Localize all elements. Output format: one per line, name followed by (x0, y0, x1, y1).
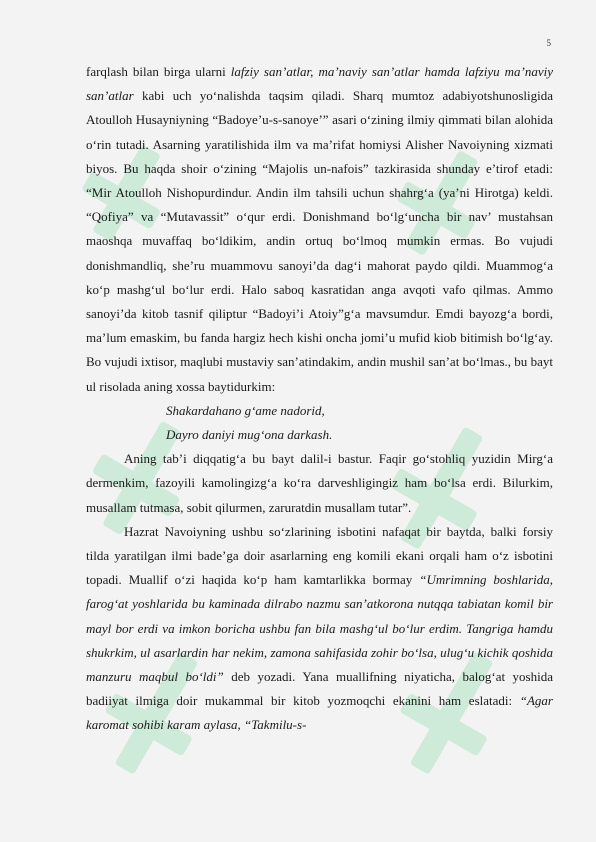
paragraph-1 (86, 60, 553, 399)
paragraph-1-text-2: kabi uch yo‘nalishda taqsim qiladi. Sharq mumtoz adabiyotshunosligida Atoulloh Husayniyning “Badoye’u-s-sanoye’” asari o‘zining ilmiy qimmati bilan alohida o‘rin tutadi. Asarning yaratilishida ilm va ma’rifat homiysi Alisher Navoiyning xizmati biyos. Bu haqda shoir o‘zining “Majolis un-nafois” tazkirasida shunday e’tirof etadi: “Mir Atoulloh Nishopurdindur. Andin ilm tahsili uchun shahrg‘a (ya’ni Hirotga) keldi. “Qofiya” va “Mutavassit” o‘qur erdi. Donishmand bo‘lg‘uncha bir nav’ mustahsan maoshqa muvaffaq bo‘ldikim, andin ortuq bo‘lmoq mumkin ermas. Bo vujudi donishmandliq, she’ru muammovu sanoyi’da dag‘i mahorat paydo qildi. Muammog‘a ko‘p mashg‘ul bo‘lur erdi. Halo saboq kasratidan anga avqoti vafo qilmas. Ammo sanoyi’da kitob tasnif qiliptur “Badoyi’i Atoiy”g‘a mavsumdur. Emdi bayozg‘a bordi, ma’lum emaskim, bu fanda hargiz hech kishi oncha jomi’u mufid kiob bitimish bo‘lg‘ay. Bo vujudi ixtisor, maqlubi mustaviy san’atindakim, andin mushil san’at bo‘lmas., bu bayt ul risolada aning xossa baytidurkim: (86, 88, 553, 394)
poem-line-1: Shakardahano g‘ame nadorid, (166, 402, 325, 418)
paragraph-3-text-1: Hazrat Navoiyning ushbu so‘zlarining isbotini nafaqat bir baytda, balki forsiy tilda yaratilgan ilmi bade’ga doir asarlarning eng komili ekani orqali ham o‘z isbotini topadi. Muallif o‘zi haqida ko‘p ham kamtarlikka bormay (86, 523, 553, 588)
poem-line-2: Dayro daniyi mug‘ona darkash. (166, 427, 333, 443)
paragraph-3-italic-1: “Umrimning boshlarida, farog‘at yoshlarida bu kaminada dilrabo nazmu san’atkorona nutqqa tabiatan komil bir mayl bor erdi va imkon boricha ushbu fan bila mashg‘ul bo‘lur erdim. Tangriga hamdu shukrkim, ul asarlardin har nekim, zamona sahifasida zohir bo‘lsa, ulug‘u kichik qoshida manzuru maqbul bo‘ldi” (86, 572, 553, 685)
paragraph-1-text-1: farqlash bilan birga ularni (86, 64, 231, 79)
page-number: 5 (546, 38, 551, 48)
poem-quote (86, 399, 553, 447)
paragraph-3-italic-2: “Agar karomat sohibi karam aylasa, “Takmilu-s- (86, 693, 553, 733)
paragraph-1-italic: lafziy san’atlar, ma’naviy san’atlar hamda lafziyu ma’naviy san’atlar (86, 64, 553, 104)
paragraph-3-text-2: deb yozadi. Yana muallifning niyaticha, balog‘at yoshida badiiyat ilmiga doir mukammal bir kitob yozmoqchi ekanini ham eslatadi: (86, 669, 553, 709)
paragraph-3 (86, 520, 553, 738)
document-body (86, 60, 553, 738)
paragraph-2: Aning tab’i diqqatig‘a bu bayt dalil-i bastur. Faqir go‘stohliq yuzidin Mirg‘a dermenkim, fazoyili kamolingizg‘a ko‘ra darveshligingiz ham bo‘lsa erdi. Bilurkim, musallam tutmasa, sobit qilurmen, zaruratdin musallam tutar”. (86, 451, 553, 515)
